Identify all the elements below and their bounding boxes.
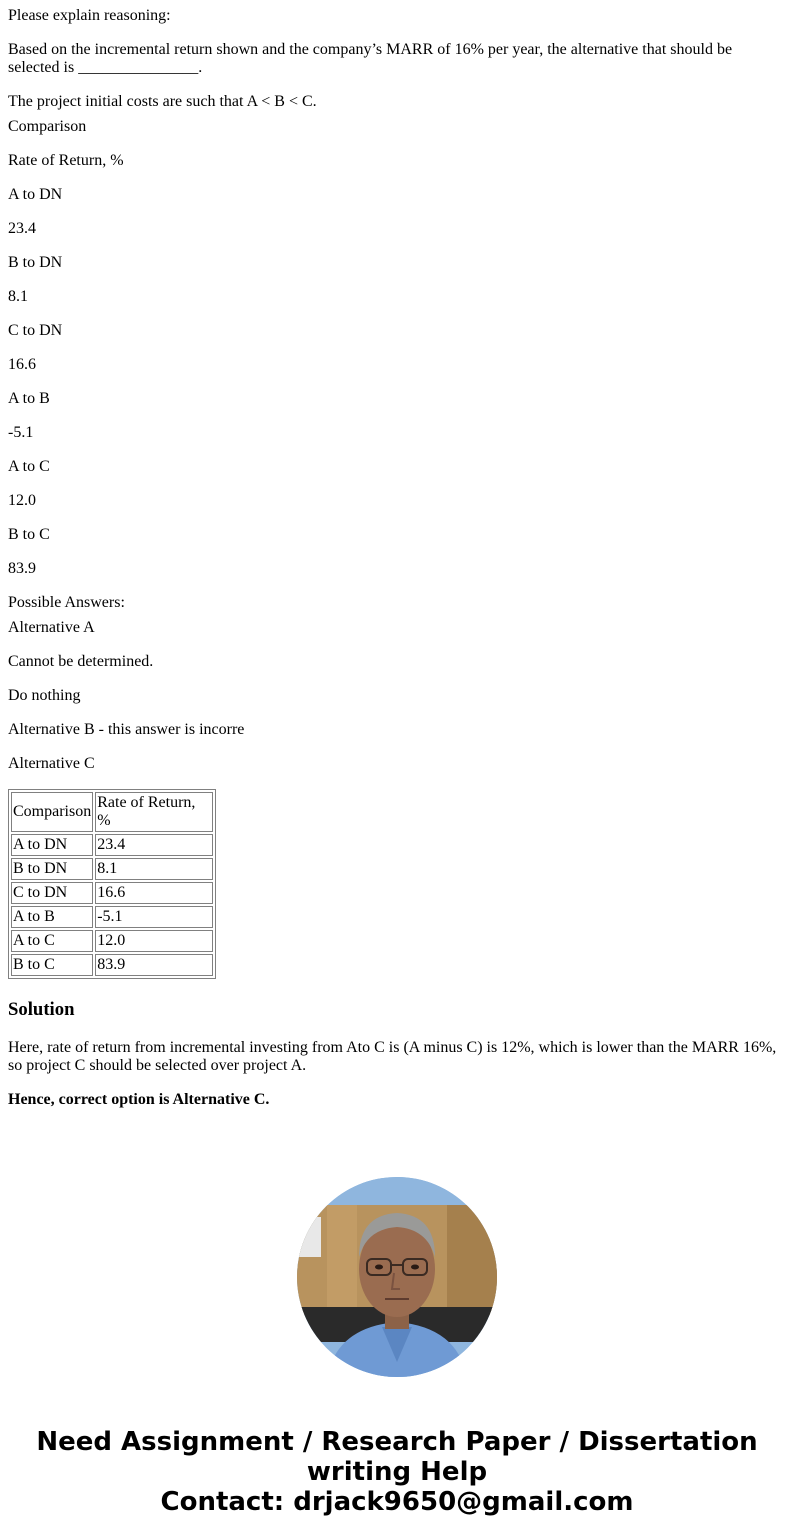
rate-of-return-table <box>8 789 216 979</box>
answer-option: Cannot be determined. <box>8 653 154 670</box>
flat-line: 23.4 <box>8 220 36 237</box>
avatar-container <box>8 1177 786 1377</box>
table-cell: 83.9 <box>95 954 213 976</box>
solution-text: Here, rate of return from incremental investing from Ato C is (A minus C) is 12%, which is lower than the MARR 16%, so project C should be selected over project A. <box>8 1039 777 1074</box>
table-row <box>11 858 213 880</box>
answers-label: Possible Answers: <box>8 594 125 611</box>
answer-option: Do nothing <box>8 687 81 704</box>
table-header-cell: Rate of Return, % <box>95 792 213 832</box>
avatar <box>297 1177 497 1377</box>
promo-headline: Need Assignment / Research Paper / Dissertation writing Help <box>36 1427 758 1487</box>
table-row <box>11 834 213 856</box>
flat-line: B to C <box>8 526 50 543</box>
table-cell: 12.0 <box>95 930 213 952</box>
solution-conclusion: Hence, correct option is Alternative C. <box>8 1091 270 1108</box>
flat-line: 83.9 <box>8 560 36 577</box>
answer-option: Alternative B - this answer is incorre <box>8 721 245 738</box>
table-cell: B to DN <box>11 858 93 880</box>
answer-option: Alternative A <box>8 619 95 636</box>
solution-heading: Solution <box>8 999 75 1020</box>
table-cell: A to C <box>11 930 93 952</box>
table-header-cell: Comparison <box>11 792 93 832</box>
table-row <box>11 954 213 976</box>
table-cell: 23.4 <box>95 834 213 856</box>
table-row <box>11 906 213 928</box>
table-cell: A to DN <box>11 834 93 856</box>
promo-contact: Contact: drjack9650@gmail.com <box>160 1487 634 1517</box>
table-cell: A to B <box>11 906 93 928</box>
table-cell: 8.1 <box>95 858 213 880</box>
flat-line: A to C <box>8 458 50 475</box>
table-row <box>11 882 213 904</box>
answer-list <box>8 619 786 773</box>
document-page <box>0 7 794 1517</box>
costs-note: The project initial costs are such that A < B < C. <box>8 93 317 110</box>
answer-option: Alternative C <box>8 755 95 772</box>
flat-table-text <box>8 118 786 578</box>
flat-line: 12.0 <box>8 492 36 509</box>
person-portrait-icon <box>297 1177 497 1377</box>
question-prompt: Based on the incremental return shown and the company’s MARR of 16% per year, the alternative that should be selected is _______________. <box>8 41 733 76</box>
promo-banner <box>8 1427 786 1517</box>
flat-line: C to DN <box>8 322 63 339</box>
flat-line: A to DN <box>8 186 63 203</box>
flat-line: B to DN <box>8 254 63 271</box>
table-cell: C to DN <box>11 882 93 904</box>
flat-line: Rate of Return, % <box>8 152 124 169</box>
table-row <box>11 930 213 952</box>
table-cell: -5.1 <box>95 906 213 928</box>
flat-line: 16.6 <box>8 356 36 373</box>
flat-line: Comparison <box>8 118 87 135</box>
flat-line: A to B <box>8 390 50 407</box>
table-cell: 16.6 <box>95 882 213 904</box>
table-header-row <box>11 792 213 832</box>
table-cell: B to C <box>11 954 93 976</box>
flat-line: 8.1 <box>8 288 28 305</box>
intro-text: Please explain reasoning: <box>8 7 171 24</box>
flat-line: -5.1 <box>8 424 34 441</box>
